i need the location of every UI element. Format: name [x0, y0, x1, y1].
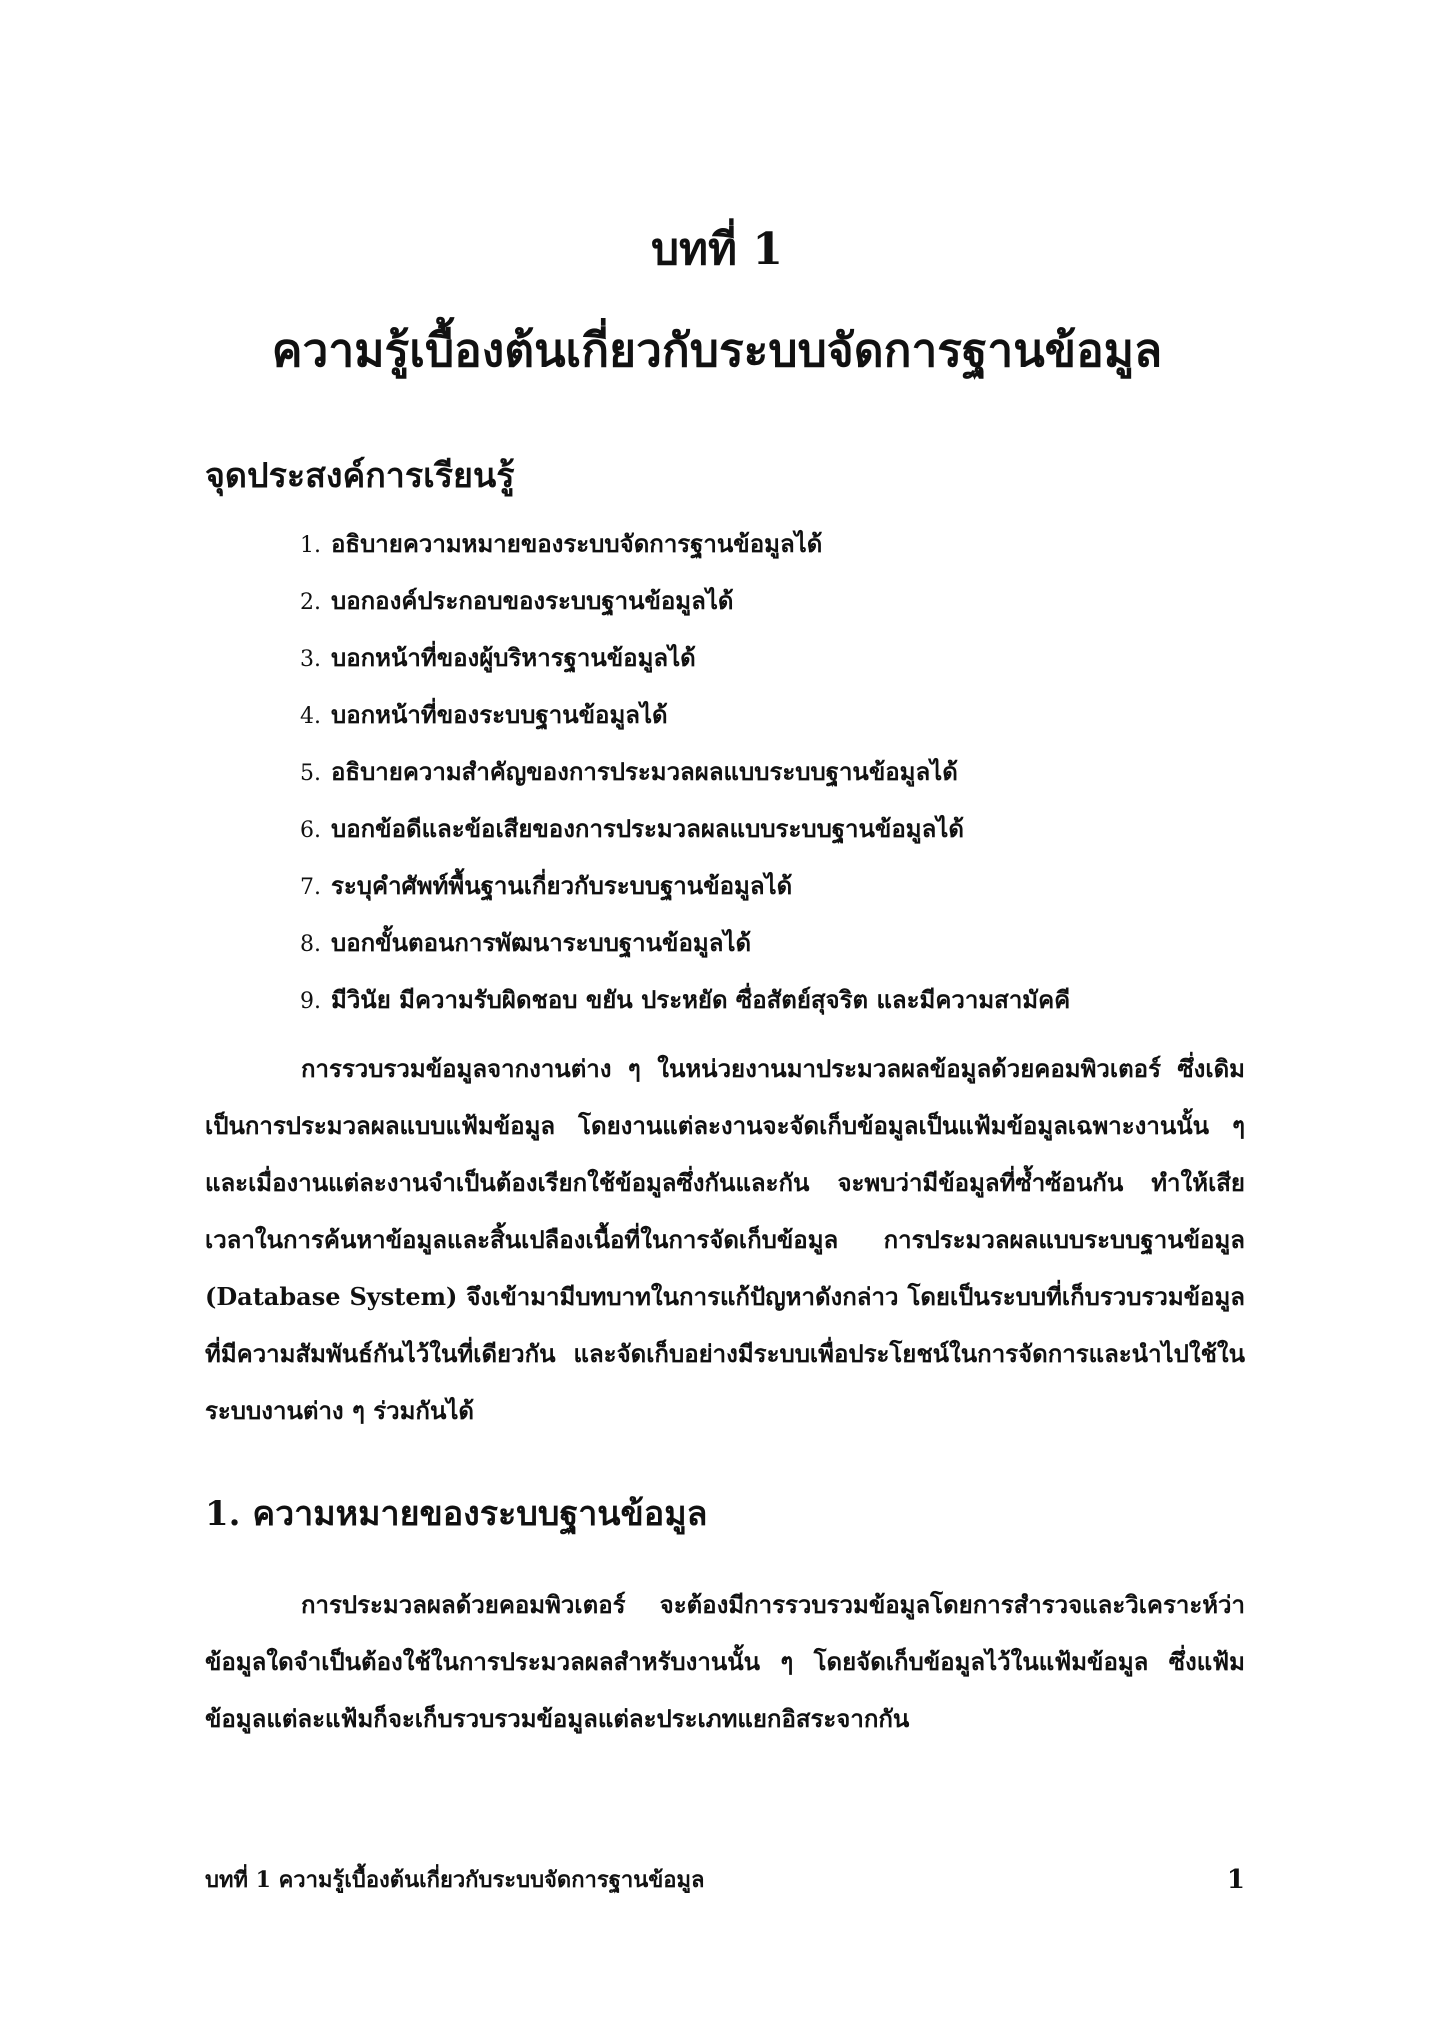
objective-item [300, 515, 1300, 572]
objective-text: บอกขั้นตอนการพัฒนาระบบฐานข้อมูลได้ [331, 928, 752, 957]
objective-text: อธิบายความหมายของระบบจัดการฐานข้อมูลได้ [331, 529, 823, 558]
objective-text: ระบุคำศัพท์พื้นฐานเกี่ยวกับระบบฐานข้อมูลได้ [331, 871, 793, 900]
objective-number: 9. [300, 989, 321, 1014]
objective-item [300, 629, 1300, 686]
section-heading: 1. ความหมายของระบบฐานข้อมูล [205, 1494, 708, 1534]
objective-number: 3. [300, 647, 321, 672]
objective-item [300, 743, 1300, 800]
objective-text: อธิบายความสำคัญของการประมวลผลแบบระบบฐานข้อมูลได้ [331, 757, 958, 786]
chapter-label: บทที่ 1 [651, 224, 783, 275]
objective-text: บอกหน้าที่ของผู้บริหารฐานข้อมูลได้ [331, 643, 696, 672]
objective-item [300, 857, 1300, 914]
objectives-heading: จุดประสงค์การเรียนรู้ [205, 456, 515, 496]
objective-text: มีวินัย มีความรับผิดชอบ ขยัน ประหยัด ซื่อสัตย์สุจริต และมีความสามัคคี [331, 985, 1071, 1014]
objective-number: 7. [300, 875, 321, 900]
objective-text: บอกข้อดีและข้อเสียของการประมวลผลแบบระบบฐานข้อมูลได้ [331, 814, 964, 843]
intro-paragraph: การรวบรวมข้อมูลจากงานต่าง ๆ ในหน่วยงานมาประมวลผลข้อมูลด้วยคอมพิวเตอร์ ซึ่งเดิมเป็นการประมวลผลแบบแฟ้มข้อมูล โดยงานแต่ละงานจะจัดเก็บข้อมูลเป็นแฟ้มข้อมูลเฉพาะงานนั้น ๆ และเมื่องานแต่ละงานจำเป็นต้องเรียกใช้ข้อมูลซึ่งกันและกัน จะพบว่ามีข้อมูลที่ซ้ำซ้อนกัน ทำให้เสียเวลาในการค้นหาข้อมูลและสิ้นเปลืองเนื้อที่ในการจัดเก็บข้อมูล การประมวลผลแบบระบบฐานข้อมูล (Database System) จึงเข้ามามีบทบาทในการแก้ปัญหาดังกล่าว โดยเป็นระบบที่เก็บรวบรวมข้อมูลที่มีความสัมพันธ์กันไว้ในที่เดียวกัน และจัดเก็บอย่างมีระบบเพื่อประโยชน์ในการจัดการและนำไปใช้ในระบบงานต่าง ๆ ร่วมกันได้ [205, 1054, 1245, 1425]
objective-number: 5. [300, 761, 321, 786]
objective-number: 8. [300, 932, 321, 957]
objective-number: 4. [300, 704, 321, 729]
chapter-title: ความรู้เบื้องต้นเกี่ยวกับระบบจัดการฐานข้อมูล [271, 323, 1163, 377]
objective-number: 2. [300, 590, 321, 615]
page-number: 1 [1226, 1865, 1245, 1895]
objective-item [300, 572, 1300, 629]
page-footer [205, 1860, 1245, 1900]
objective-number: 1. [300, 533, 321, 558]
objective-number: 6. [300, 818, 321, 843]
objective-text: บอกหน้าที่ของระบบฐานข้อมูลได้ [331, 700, 668, 729]
footer-chapter-title: บทที่ 1 ความรู้เบื้องต้นเกี่ยวกับระบบจัดการฐานข้อมูล [205, 1867, 705, 1893]
objective-item [300, 914, 1300, 971]
objective-text: บอกองค์ประกอบของระบบฐานข้อมูลได้ [331, 586, 734, 615]
section-paragraph: การประมวลผลด้วยคอมพิวเตอร์ จะต้องมีการรวบรวมข้อมูลโดยการสำรวจและวิเคราะห์ว่าข้อมูลใดจำเป็นต้องใช้ในการประมวลผลสำหรับงานนั้น ๆ โดยจัดเก็บข้อมูลไว้ในแฟ้มข้อมูล ซึ่งแฟ้มข้อมูลแต่ละแฟ้มก็จะเก็บรวบรวมข้อมูลแต่ละประเภทแยกอิสระจากกัน [205, 1590, 1245, 1733]
objectives-list [300, 515, 1300, 1028]
objective-item [300, 686, 1300, 743]
objective-item [300, 971, 1300, 1028]
objective-item [300, 800, 1300, 857]
